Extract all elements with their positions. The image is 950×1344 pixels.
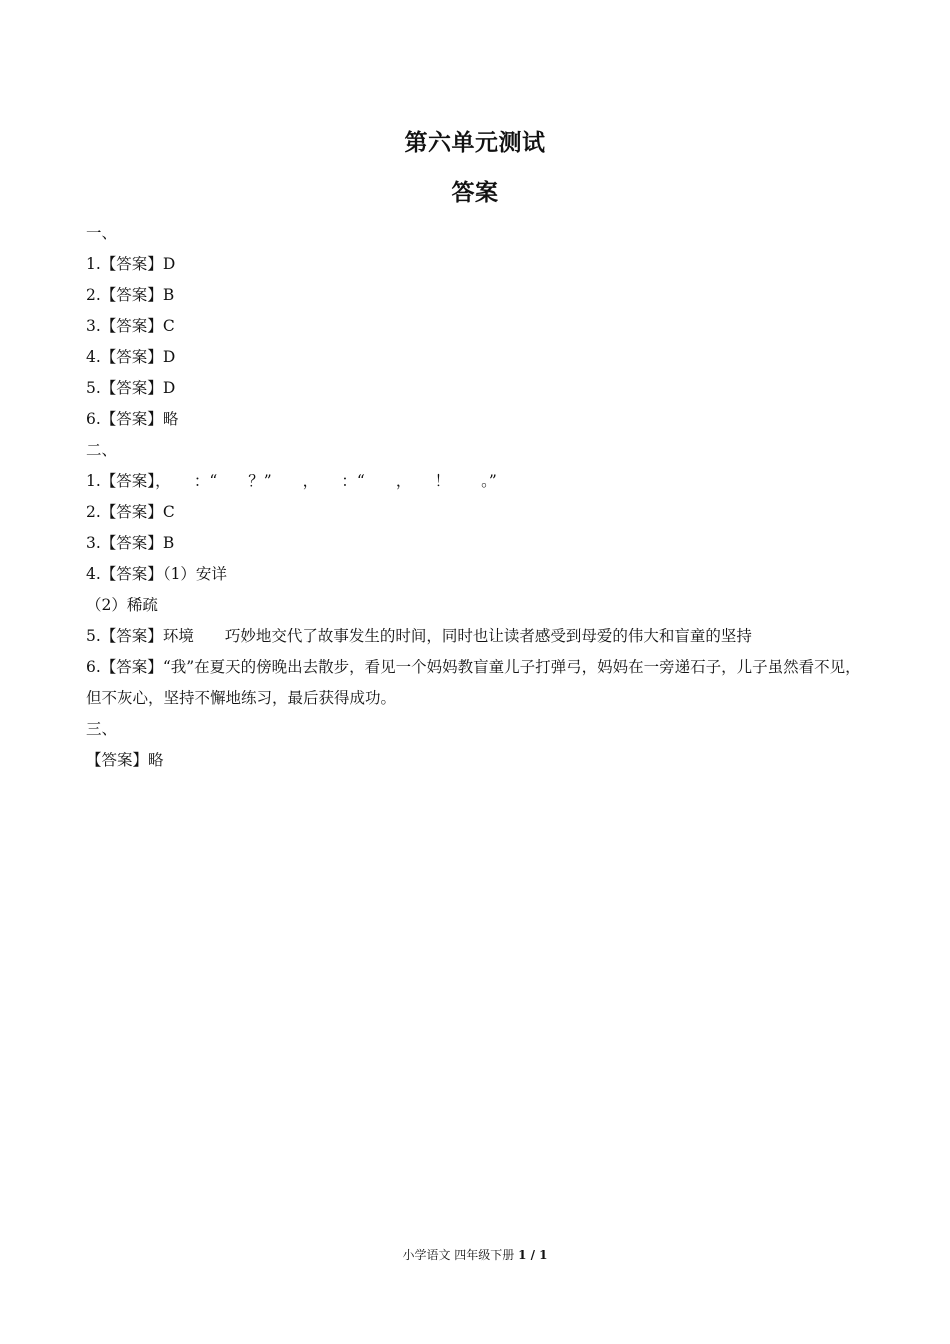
answer-tag: 【答案】 <box>100 379 163 397</box>
answer-text: 环境 巧妙地交代了故事发生的时间，同时也让读者感受到母爱的伟大和盲童的坚持 <box>162 627 752 645</box>
answer-tag: 【答案】 <box>100 286 163 304</box>
section-heading: 三、 <box>86 720 118 738</box>
answer-item <box>86 528 876 559</box>
answer-continuation: （2）稀疏 <box>86 596 158 614</box>
answer-text: C <box>162 503 175 521</box>
item-number: 2. <box>86 286 101 304</box>
answer-item <box>86 342 876 373</box>
answer-item <box>86 373 876 404</box>
answer-item <box>86 249 876 280</box>
answer-item <box>86 466 876 497</box>
answer-tag: 【答案】 <box>100 410 163 428</box>
answer-tag: 【答案】 <box>100 658 163 676</box>
answer-item <box>86 497 876 528</box>
answer-item <box>86 652 876 714</box>
answer-item <box>86 745 876 776</box>
document-subtitle: 答案 <box>451 180 499 206</box>
answer-tag: 【答案】 <box>100 534 163 552</box>
answer-text: 略 <box>148 751 164 769</box>
page-number: 1 / 1 <box>518 1248 548 1262</box>
answer-text: “我”在夏天的傍晚出去散步，看见一个妈妈教盲童儿子打弹弓，妈妈在一旁递石子，儿子虽然看不见，但不灰心，坚持不懈地练习，最后获得成功。 <box>86 658 861 707</box>
footer-text: 小学语文 四年级下册 <box>402 1248 519 1262</box>
item-number: 2. <box>86 503 101 521</box>
answer-item <box>86 280 876 311</box>
item-number: 5. <box>86 627 101 645</box>
answer-text: D <box>162 379 176 397</box>
item-number: 1. <box>86 472 101 490</box>
answer-item <box>86 621 876 652</box>
item-number: 6. <box>86 658 101 676</box>
answer-tag: 【答案】 <box>100 348 163 366</box>
item-number: 3. <box>86 317 101 335</box>
answer-text: D <box>162 348 176 366</box>
answer-tag: 【答案】 <box>100 317 163 335</box>
answer-content <box>86 218 876 776</box>
item-number: 1. <box>86 255 101 273</box>
answer-tag: 【答案】 <box>100 472 156 490</box>
section-heading: 一、 <box>86 224 118 242</box>
answer-tag: 【答案】 <box>100 627 163 645</box>
answer-tag: 【答案】 <box>86 751 149 769</box>
item-number: 4. <box>86 348 101 366</box>
answer-tag: 【答案】 <box>100 565 163 583</box>
item-number: 4. <box>86 565 101 583</box>
answer-text: B <box>162 286 175 304</box>
answer-text: D <box>162 255 176 273</box>
section-heading: 二、 <box>86 441 118 459</box>
answer-text: B <box>162 534 175 552</box>
answer-item <box>86 404 876 435</box>
item-number: 3. <box>86 534 101 552</box>
answer-text: （1）安详 <box>162 565 227 583</box>
answer-tag: 【答案】 <box>100 503 163 521</box>
answer-tag: 【答案】 <box>100 255 163 273</box>
answer-item <box>86 559 876 590</box>
answer-text: ， ：“ ？” ， ：“ ， ！ 。” <box>155 472 497 490</box>
document-title: 第六单元测试 <box>404 130 546 156</box>
answer-item <box>86 311 876 342</box>
answer-text: 略 <box>162 410 179 428</box>
answer-text: C <box>162 317 175 335</box>
item-number: 5. <box>86 379 101 397</box>
item-number: 6. <box>86 410 101 428</box>
page-footer <box>0 1246 950 1263</box>
